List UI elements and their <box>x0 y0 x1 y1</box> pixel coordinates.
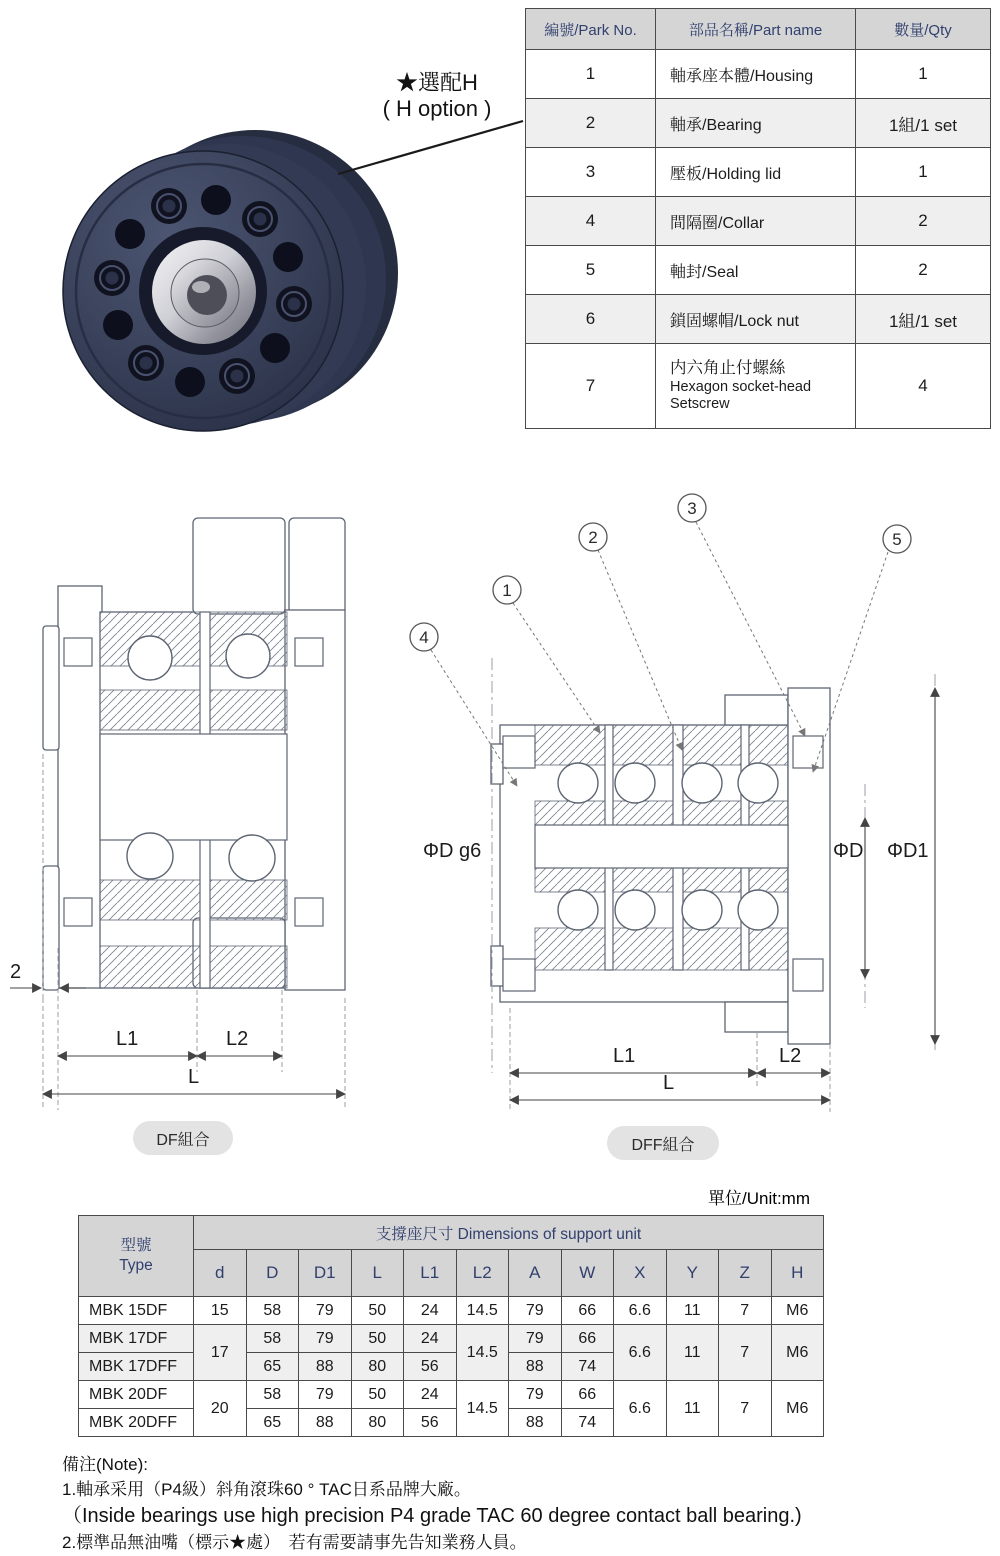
part-name: 軸封/Seal <box>656 246 856 295</box>
part-name-en2: Setscrew <box>670 396 730 413</box>
part-name-cjk: 内六角止付螺絲 <box>670 359 786 378</box>
col-d: d <box>194 1250 247 1297</box>
part-no: 4 <box>526 197 656 246</box>
col-Z: Z <box>719 1250 772 1297</box>
val-L: 80 <box>351 1409 404 1437</box>
parts-row-1 <box>526 50 991 99</box>
val-Z-merged: 7 <box>719 1325 772 1381</box>
val-D: 65 <box>246 1409 299 1437</box>
val-D1: 79 <box>299 1325 352 1353</box>
part-no: 5 <box>526 246 656 295</box>
part-no: 2 <box>526 99 656 148</box>
note-line-1: 1.軸承采用（P4級）斜角滾珠60 ° TAC日系品牌大廠。 <box>62 1479 471 1499</box>
part-qty: 2 <box>856 246 991 295</box>
val-X: 6.6 <box>614 1297 667 1325</box>
parts-row-2 <box>526 99 991 148</box>
val-L: 50 <box>351 1297 404 1325</box>
parts-table <box>525 8 991 429</box>
val-H-merged: M6 <box>771 1381 824 1437</box>
dim-2-label: 2 <box>10 961 22 983</box>
val-Z-merged: 7 <box>719 1381 772 1437</box>
parts-header-qty: 數量/Qty <box>856 9 991 50</box>
dff-caption-label: DFF組合 <box>631 1136 695 1154</box>
val-H: M6 <box>771 1297 824 1325</box>
dim-l-label: L <box>188 1066 200 1088</box>
val-L1: 56 <box>404 1409 457 1437</box>
val-A: 79 <box>509 1325 562 1353</box>
val-D1: 79 <box>299 1297 352 1325</box>
part-qty: 1組/1 set <box>856 99 991 148</box>
val-d-merged: 17 <box>194 1325 247 1381</box>
part-name: 間隔圈/Collar <box>656 197 856 246</box>
type-header-en: Type <box>119 1257 153 1274</box>
model-type: MBK 15DF <box>79 1297 194 1325</box>
part-no: 6 <box>526 295 656 344</box>
val-A: 79 <box>509 1381 562 1409</box>
parts-row-4 <box>526 197 991 246</box>
val-d: 15 <box>194 1297 247 1325</box>
val-X-merged: 6.6 <box>614 1325 667 1381</box>
notes-title: 備注(Note): <box>62 1455 148 1474</box>
val-L2-merged: 14.5 <box>456 1325 509 1381</box>
model-type: MBK 17DFF <box>79 1353 194 1381</box>
parts-row-7 <box>526 344 991 429</box>
val-L: 50 <box>351 1325 404 1353</box>
parts-row-5 <box>526 246 991 295</box>
val-D: 58 <box>246 1325 299 1353</box>
val-W: 66 <box>561 1297 614 1325</box>
model-type: MBK 20DFF <box>79 1409 194 1437</box>
val-L2: 14.5 <box>456 1297 509 1325</box>
val-L: 50 <box>351 1381 404 1409</box>
part-qty: 1 <box>856 148 991 197</box>
col-D1: D1 <box>299 1250 352 1297</box>
unit-label: 單位/Unit:mm <box>708 1189 810 1208</box>
col-L: L <box>351 1250 404 1297</box>
val-L1: 24 <box>404 1325 457 1353</box>
dim-l-label-dff: L <box>663 1072 675 1094</box>
part-name <box>656 344 856 429</box>
val-W: 66 <box>561 1381 614 1409</box>
col-L1: L1 <box>404 1250 457 1297</box>
notes-block <box>62 1453 802 1556</box>
dim-phi-d-g6-label: ΦD g6 <box>423 840 482 862</box>
val-H-merged: M6 <box>771 1325 824 1381</box>
dff-diameter-dim-lines <box>865 688 935 1044</box>
val-d-merged: 20 <box>194 1381 247 1437</box>
dim-l1-label-dff: L1 <box>613 1045 636 1067</box>
df-caption-label: DF組合 <box>156 1131 210 1149</box>
h-option-leader-line <box>330 112 530 182</box>
val-D1: 79 <box>299 1381 352 1409</box>
type-header <box>79 1216 194 1297</box>
callout-1: 1 <box>502 581 512 600</box>
val-Y-merged: 11 <box>666 1325 719 1381</box>
df-dimension-lines <box>10 988 345 1094</box>
parts-row-3 <box>526 148 991 197</box>
val-W: 74 <box>561 1353 614 1381</box>
part-no: 7 <box>526 344 656 429</box>
part-no: 3 <box>526 148 656 197</box>
val-L2-merged: 14.5 <box>456 1381 509 1437</box>
val-D1: 88 <box>299 1353 352 1381</box>
parts-header-no: 編號/Park No. <box>526 9 656 50</box>
group-header: 支撐座尺寸 Dimensions of support unit <box>194 1216 824 1250</box>
val-W: 74 <box>561 1409 614 1437</box>
val-L1: 56 <box>404 1353 457 1381</box>
dim-l1-label: L1 <box>116 1028 139 1050</box>
type-header-cjk: 型號 <box>120 1236 152 1254</box>
dim-phi-d1-label: ΦD1 <box>887 840 929 862</box>
part-name-en1: Hexagon socket-head <box>670 378 812 395</box>
model-type: MBK 20DF <box>79 1381 194 1409</box>
df-caption-pill <box>133 1121 233 1155</box>
col-H: H <box>771 1250 824 1297</box>
val-L1: 24 <box>404 1297 457 1325</box>
center-bore <box>139 227 267 355</box>
col-A: A <box>509 1250 562 1297</box>
dff-caption-pill <box>607 1126 719 1160</box>
parts-row-6 <box>526 295 991 344</box>
val-D: 58 <box>246 1381 299 1409</box>
note-line-2-english: （Inside bearings use high precision P4 grade TAC 60 degree contact ball bearing.) <box>62 1505 802 1528</box>
val-X-merged: 6.6 <box>614 1381 667 1437</box>
part-name: 軸承/Bearing <box>656 99 856 148</box>
val-Z: 7 <box>719 1297 772 1325</box>
dim-l2-label-dff: L2 <box>779 1045 802 1067</box>
val-D1: 88 <box>299 1409 352 1437</box>
part-qty: 4 <box>856 344 991 429</box>
note-line-3: 2.標準品無油嘴（標示★處） 若有需要請事先告知業務人員。 <box>62 1533 527 1553</box>
callout-2: 2 <box>588 528 598 547</box>
part-no: 1 <box>526 50 656 99</box>
val-W: 66 <box>561 1325 614 1353</box>
callout-4: 4 <box>419 628 429 647</box>
callout-3: 3 <box>687 499 697 518</box>
val-A: 88 <box>509 1353 562 1381</box>
val-D: 58 <box>246 1297 299 1325</box>
part-name: 鎖固螺帽/Lock nut <box>656 295 856 344</box>
df-section-drawing <box>0 498 400 1120</box>
col-X: X <box>614 1250 667 1297</box>
part-qty: 1組/1 set <box>856 295 991 344</box>
h-option-line1: ★選配H <box>396 70 478 95</box>
part-name: 軸承座本體/Housing <box>656 50 856 99</box>
dim-table-group-header-row <box>79 1216 824 1250</box>
dimensions-table <box>78 1215 824 1437</box>
val-L: 80 <box>351 1353 404 1381</box>
part-name: 壓板/Holding lid <box>656 148 856 197</box>
col-L2: L2 <box>456 1250 509 1297</box>
dff-section-drawing <box>395 488 955 1122</box>
dim-phi-d-label: ΦD <box>833 840 864 862</box>
h-option-line2: ( H option ) <box>382 95 492 121</box>
val-Y: 11 <box>666 1297 719 1325</box>
dim-row-mbk20df <box>79 1381 824 1409</box>
parts-header-name: 部品名稱/Part name <box>656 9 856 50</box>
part-qty: 2 <box>856 197 991 246</box>
callout-5: 5 <box>892 530 902 549</box>
val-A: 88 <box>509 1409 562 1437</box>
val-Y-merged: 11 <box>666 1381 719 1437</box>
callout-balloons <box>410 494 911 651</box>
val-A: 79 <box>509 1297 562 1325</box>
dim-row-mbk17df <box>79 1325 824 1353</box>
parts-table-header-row <box>526 9 991 50</box>
col-D: D <box>246 1250 299 1297</box>
dim-l2-label: L2 <box>226 1028 249 1050</box>
model-type: MBK 17DF <box>79 1325 194 1353</box>
dim-row-mbk15df <box>79 1297 824 1325</box>
val-L1: 24 <box>404 1381 457 1409</box>
col-Y: Y <box>666 1250 719 1297</box>
col-W: W <box>561 1250 614 1297</box>
val-D: 65 <box>246 1353 299 1381</box>
part-qty: 1 <box>856 50 991 99</box>
